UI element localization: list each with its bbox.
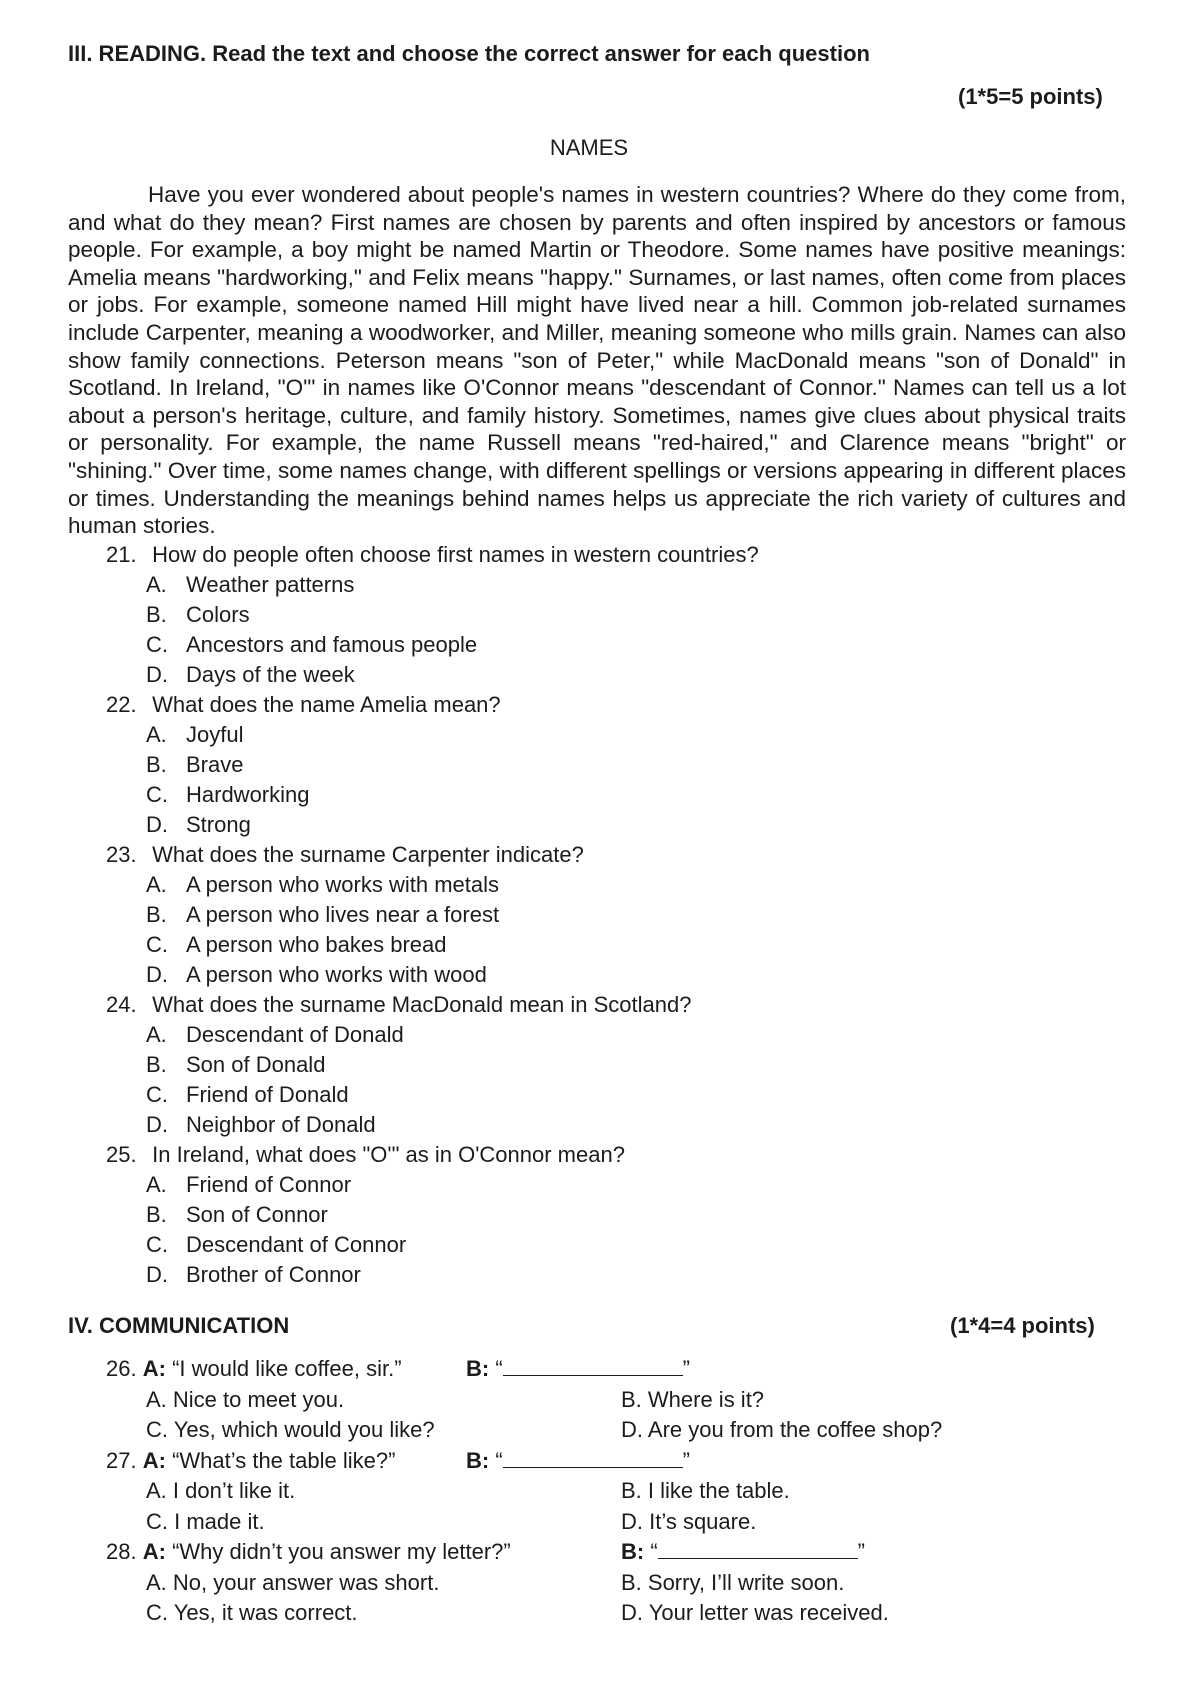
answer-option[interactable] (106, 630, 1106, 660)
option-letter: C. (146, 632, 168, 657)
speaker-b-label: B: (621, 1539, 645, 1564)
question-text: What does the surname Carpenter indicate? (152, 842, 584, 867)
option-letter: A. (146, 1022, 167, 1047)
speaker-a-label: A: (142, 1447, 166, 1473)
option-text: Colors (186, 602, 250, 627)
option-text: Descendant of Connor (186, 1232, 407, 1257)
answer-option[interactable]: D. Are you from the coffee shop? (621, 1417, 943, 1442)
option-text: Joyful (186, 722, 244, 747)
option-text: Strong (186, 812, 251, 837)
communication-section-heading: IV. COMMUNICATION (68, 1313, 290, 1338)
answer-option[interactable]: B. I like the table. (621, 1478, 790, 1503)
option-letter: B. (146, 1202, 167, 1227)
option-text: Weather patterns (186, 572, 355, 597)
option-letter: A. (146, 872, 167, 897)
answer-option[interactable] (106, 1260, 1106, 1290)
option-text: A person who bakes bread (186, 932, 447, 957)
answer-option[interactable] (106, 1110, 1106, 1140)
question-number: 22. (106, 692, 137, 717)
option-letter: B. (146, 1052, 167, 1077)
option-text: A person who works with metals (186, 872, 500, 897)
option-text: Friend of Donald (186, 1082, 349, 1107)
speaker-a-text: “Why didn’t you answer my letter?” (172, 1539, 511, 1564)
answer-option[interactable] (106, 900, 1106, 930)
close-quote: ” (682, 1447, 690, 1473)
option-letter: A. (146, 572, 167, 597)
answer-option[interactable]: D. It’s square. (621, 1508, 757, 1534)
option-letter: D. (146, 1262, 168, 1287)
speaker-a-text: “What’s the table like?” (172, 1447, 396, 1473)
communication-questions (106, 1354, 1156, 1629)
close-quote: ” (682, 1356, 690, 1381)
answer-option[interactable] (106, 1170, 1106, 1200)
answer-option[interactable] (106, 930, 1106, 960)
question-text: In Ireland, what does "O'" as in O'Connor mean? (152, 1142, 625, 1167)
question-22 (106, 690, 1106, 840)
answer-option[interactable]: D. Your letter was received. (621, 1600, 889, 1625)
answer-blank[interactable] (503, 1447, 683, 1468)
communication-points: (1*4=4 points) (950, 1313, 1095, 1338)
answer-option[interactable] (106, 570, 1106, 600)
reading-points: (1*5=5 points) (958, 84, 1103, 109)
answer-option[interactable] (106, 750, 1106, 780)
answer-option[interactable]: C. I made it. (146, 1508, 265, 1534)
question-number: 24. (106, 992, 137, 1017)
option-text: Neighbor of Donald (186, 1112, 376, 1137)
answer-option[interactable] (106, 810, 1106, 840)
answer-option[interactable] (106, 870, 1106, 900)
question-number: 21. (106, 542, 137, 567)
question-21 (106, 540, 1106, 690)
speaker-a-text: “I would like coffee, sir.” (172, 1356, 402, 1381)
reading-questions (106, 540, 1106, 1290)
question-number: 28. (106, 1539, 137, 1564)
option-letter: C. (146, 1232, 168, 1257)
option-letter: D. (146, 962, 168, 987)
question-number: 25. (106, 1142, 137, 1167)
answer-option[interactable]: C. Yes, it was correct. (146, 1600, 358, 1625)
option-text: Descendant of Donald (186, 1022, 404, 1047)
option-letter: D. (146, 662, 168, 687)
option-letter: A. (146, 1172, 167, 1197)
answer-option[interactable] (106, 720, 1106, 750)
question-28 (106, 1537, 1156, 1629)
question-25 (106, 1140, 1106, 1290)
open-quote: “ (650, 1539, 658, 1564)
open-quote: “ (495, 1356, 503, 1381)
answer-option[interactable]: A. No, your answer was short. (146, 1569, 440, 1595)
question-number: 27. (106, 1447, 137, 1473)
question-27 (106, 1446, 1156, 1538)
answer-option[interactable] (106, 600, 1106, 630)
option-text: Brave (186, 752, 244, 777)
option-letter: B. (146, 902, 167, 927)
question-number: 23. (106, 842, 137, 867)
answer-option[interactable] (106, 1200, 1106, 1230)
option-letter: B. (146, 602, 167, 627)
passage-title: NAMES (549, 135, 629, 160)
answer-option[interactable]: B. Where is it? (621, 1386, 765, 1412)
option-text: Son of Connor (186, 1202, 328, 1227)
answer-option[interactable] (106, 660, 1106, 690)
answer-blank[interactable] (658, 1538, 858, 1559)
question-26 (106, 1354, 1156, 1446)
option-letter: A. (146, 722, 167, 747)
answer-option[interactable] (106, 960, 1106, 990)
reading-section-heading: III. READING. Read the text and choose the correct answer for each question (68, 41, 870, 66)
close-quote: ” (857, 1539, 865, 1564)
question-23 (106, 840, 1106, 990)
question-text: What does the name Amelia mean? (152, 692, 501, 717)
open-quote: “ (495, 1447, 503, 1473)
reading-passage: Have you ever wondered about people's names in western countries? Where do they come from, and what do they mean? First names are chosen by parents and often inspired by ancestors or famous people. For example, a boy might be named Martin or Theodore. Some names have positive meanings: Amelia means "hardworking," and Felix means "happy." Surnames, or last names, often come from places or jobs. For example, someone named Hill might have lived near a hill. Common job-related surnames include Carpenter, meaning a woodworker, and Miller, meaning someone who mills grain. Names can also show family connections. Peterson means "son of Peter," while MacDonald means "son of Donald" in Scotland. In Ireland, "O'" in names like O'Connor means "descendant of Connor." Names can tell us a lot about a person's heritage, culture, and family history. Sometimes, names give clues about physical traits or personality. For example, the name Russell means "red-haired," and Clarence means "bright" or "shining." Over time, some names change, with different spellings or versions appearing in different places or times. Understanding the meanings behind names helps us appreciate the rich variety of cultures and human stories. (68, 182, 1126, 539)
option-text: Days of the week (186, 662, 355, 687)
option-letter: C. (146, 1082, 168, 1107)
option-letter: C. (146, 782, 168, 807)
option-text: Hardworking (186, 782, 310, 807)
answer-option[interactable]: A. I don’t like it. (146, 1478, 296, 1503)
option-text: Ancestors and famous people (186, 632, 478, 657)
option-letter: C. (146, 932, 168, 957)
speaker-a-label: A: (142, 1539, 166, 1564)
answer-option[interactable] (106, 1230, 1106, 1260)
answer-option[interactable] (106, 780, 1106, 810)
speaker-b-label: B: (466, 1356, 490, 1381)
option-text: A person who works with wood (186, 962, 487, 987)
option-text: Brother of Connor (186, 1262, 361, 1287)
answer-blank[interactable] (503, 1355, 683, 1376)
question-text: How do people often choose first names in western countries? (152, 542, 759, 567)
answer-option[interactable] (106, 1020, 1106, 1050)
answer-option[interactable] (106, 1080, 1106, 1110)
speaker-a-label: A: (142, 1356, 166, 1381)
answer-option[interactable]: B. Sorry, I’ll write soon. (621, 1569, 845, 1595)
answer-option[interactable] (106, 1050, 1106, 1080)
option-text: A person who lives near a forest (186, 902, 500, 927)
option-text: Friend of Connor (186, 1172, 352, 1197)
answer-option[interactable]: A. Nice to meet you. (146, 1386, 345, 1412)
question-text: What does the surname MacDonald mean in Scotland? (152, 992, 692, 1017)
option-letter: B. (146, 752, 167, 777)
question-number: 26. (106, 1356, 137, 1381)
option-letter: D. (146, 812, 168, 837)
option-text: Son of Donald (186, 1052, 326, 1077)
speaker-b-label: B: (466, 1447, 490, 1473)
answer-option[interactable]: C. Yes, which would you like? (146, 1417, 435, 1442)
question-24 (106, 990, 1106, 1140)
option-letter: D. (146, 1112, 168, 1137)
